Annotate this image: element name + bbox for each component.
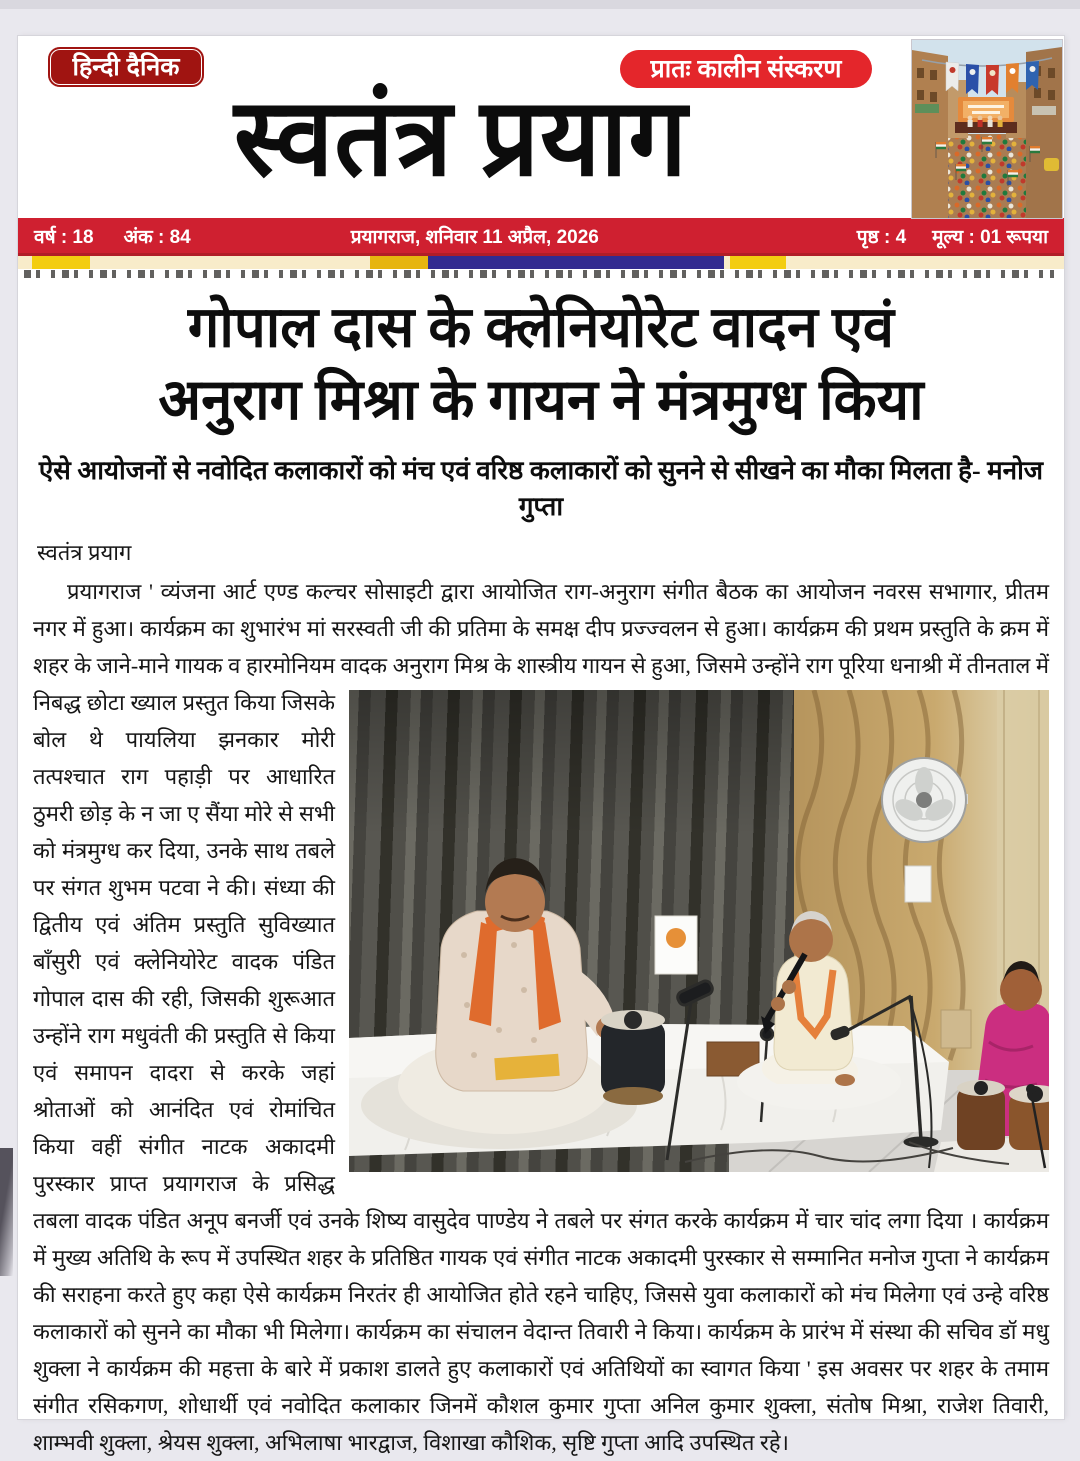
- dateline-price: मूल्य : 01 रूपया: [932, 226, 1048, 248]
- dateline-issue: अंक : 84: [123, 226, 191, 248]
- headline-line-2: अनुराग मिश्रा के गायन ने मंत्रमुग्ध किया: [158, 368, 924, 432]
- cropped-text-remnant: [24, 270, 1054, 278]
- concert-scene: [349, 690, 1049, 1172]
- paper-bag: [941, 1010, 971, 1048]
- article: [18, 278, 1064, 1461]
- body-intro: प्रयागराज ' व्यंजना आर्ट एण्ड कल्चर सोसाइटी द्वारा आयोजित राग-अनुराग संगीत बैठक का आयोजन नवरस सभागार, प्रीतम नगर में हुआ। कार्यक्रम का शुभारंभ मां सरस्वती जी की प्रतिमा के समक्ष दीप प्रज्ज्वलन से हुआ। कार्यक्रम की प्रथम प्रस्तुति के क्रम में शहर के जाने-माने गायक व हारमोनियम वादक अनुराग मिश्र के शास्त्रीय गायन से हुआ, जिसमे उन्होंने राग पूरिया धनाश्री: [33, 579, 1049, 679]
- tabla-player-left: [361, 858, 665, 1149]
- article-photo: [349, 690, 1049, 1172]
- tabla-player-right: [957, 961, 1049, 1168]
- headline-line-1: गोपाल दास के क्लेनियोरेट वादन एवं: [187, 296, 895, 360]
- screenshot-top-shade: [0, 0, 1080, 9]
- tricolor-flags: [936, 137, 1030, 186]
- dateline-page-number: पृष्ठ : 4: [856, 226, 907, 248]
- dateline-year: वर्ष : 18: [34, 226, 94, 248]
- page-edge-artifact: [0, 1148, 13, 1276]
- edition-badge: हिन्दी दैनिक: [48, 47, 204, 87]
- subheadline: ऐसे आयोजनों से नवोदित कलाकारों को मंच एवं वरिष्ठ कलाकारों को सुनने से सीखने का मौका मिलता है- मनोज गुप्ता: [38, 456, 1044, 522]
- body-rest: में तीनताल में निबद्ध छोटा ख्याल प्रस्तुत किया जिसके बोल थे पायलिया झनकार मोरी तत्पश्चात राग पहाड़ी पर आधारित ठुमरी छोड़ के न जा ए सैंया मोरे से सभी को मंत्रमुग्ध कर दिया, उनके साथ तबले पर संगत शुभम पटवा ने की। संध्या की द्वितीय एवं अंतिम प्रस्तुति सुविख्यात बाँसुरी एवं क्लेनियोरेट वादक पंडित गोपाल दास की रही, जिसकी शुरूआत उन्होंने राग मधुवंती की प्रस्तुति से किया एवं समापन दादरा से करके जहां श्रोताओं को आनंदित एवं रोमांचित किया वहीं संगीत नाटक अकादमी पुरस्कार प्राप्त प्रयागराज के प्रसिद्ध तबला वादक पंडित अनूप बनर्जी एवं उनके शिष्य वासुदेव पाण्डेय ने तबले पर संगत करके कार्यक्रम में चार चांद लगा दिया । कार्यक्रम में मुख्य अतिथि के रूप में उपस्थित शहर के प्रतिष्ठित गायक एवं संगीत नाटक अकादमी पुरस्कार से सम्मानित मनोज गुप्ता ने कार्यक्रम की सराहना करते हुए कहा ऐसे कार्यक्रम निरतंर ही आयोजित होते रहने चाहिए, जिससे युवा कलाकारों को मंच मिलेगा एवं उन्हे वरिष्ठ कलाकारों को सुनने का मौका भी मिलेगा। कार्यक्रम का संचालन वेदान्त तिवारी ने किया। कार्यक्रम के प्रारंभ में संस्था की सचिव डॉ मधु शुक्ला ने कार्यक्रम की महत्ता के बारे में प्रकाश डालते हुए कलाकारों एवं अतिथियों का स्वागत किया ' इस अवसर पर शहर के तमाम संगीत रसिकगण, शोधार्थी एवं नवोदित कलाकार जिनमें कौशल कुमार गुप्ता अनिल कुमार शुक्ला, संतोष मिश्रा, राजेश तिवारी, शाम्भवी शुक्ला, श्रेयस शुक्ला, अभिलाषा भारद्वाज, विशाखा कौशिक, सृष्टि गुप्ता आदि उपस्थित रहे।: [33, 653, 1049, 1456]
- headline: [33, 293, 1049, 437]
- morning-edition-badge: प्रातः कालीन संस्करण: [620, 50, 872, 88]
- wall-fan-icon: [882, 758, 968, 902]
- masthead-photo: [912, 40, 1062, 218]
- masthead: [18, 36, 1064, 218]
- masthead-title: स्वतंत्र प्रयाग: [234, 78, 688, 199]
- newspaper-page: [18, 36, 1064, 1456]
- dateline-place-date: प्रयागराज, शनिवार 11 अप्रैल, 2026: [350, 226, 599, 248]
- article-body: [33, 573, 1049, 1461]
- byline: स्वतंत्र प्रयाग: [37, 540, 132, 566]
- rally-illustration: [912, 40, 1062, 218]
- clarinet-player: [737, 911, 901, 1110]
- tabla-drum: [601, 1010, 665, 1105]
- dateline-bar: [18, 218, 1064, 253]
- logo-placard: [655, 916, 697, 974]
- teaser-strip: [18, 253, 1064, 269]
